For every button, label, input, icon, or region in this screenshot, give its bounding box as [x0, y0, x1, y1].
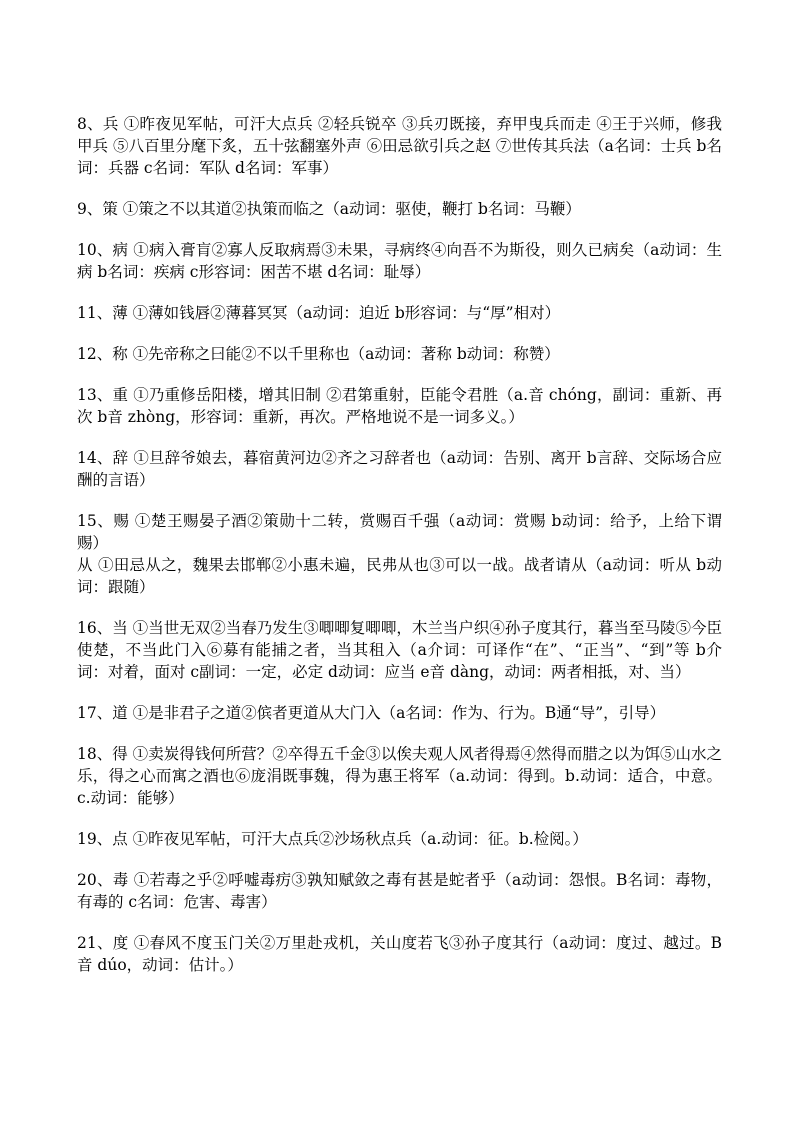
entry-text: 11、薄 ①薄如钱唇②薄暮冥冥（a动词：迫近 b形容词：与“厚”相对） — [77, 304, 561, 322]
entry-text: 8、兵 ①昨夜见军帖，可汗大点兵 ②轻兵锐卒 ③兵刃既接，弃甲曳兵而走 ④王于兴师，修我甲兵 ⑤八百里分麾下炙，五十弦翻塞外声 ⑥田忌欲引兵之赵 ⑦世传其兵法（a名词：士兵 b名词：兵器 c名词：军队 d名词：军事） — [77, 115, 722, 177]
entry-text: 18、得 ①卖炭得钱何所营？②卒得五千金③以俟夫观人风者得焉④然得而腊之以为饵⑤山水之乐，得之心而寓之酒也⑥庞涓既事魏，得为惠王将军（a.动词：得到。b.动词：适合，中意。c.动词：能够） — [77, 745, 722, 807]
entry-text: 16、当 ①当世无双②当春乃发生③唧唧复唧唧，木兰当户织④孙子度其行，暮当至马陵⑤今臣使楚，不当此门入⑥募有能捕之者，当其租入（a介词：可译作“在”、“正当”、“到”等 b介词：对着，面对 c副词：一定，必定 d动词：应当 e音 dàng，动词：两者相抵，对、当） — [77, 619, 722, 681]
document-page — [77, 113, 722, 995]
entry-12-cheng — [77, 343, 722, 365]
entry-14-ci — [77, 447, 722, 491]
entry-9-ce — [77, 198, 722, 220]
entry-text: 9、策 ①策之不以其道②执策而临之（a动词：驱使，鞭打 b名词：马鞭） — [77, 200, 581, 218]
entry-19-dian — [77, 828, 722, 850]
entry-text: 13、重 ①乃重修岳阳楼，增其旧制 ②君第重射，臣能令君胜（a.音 chóng，副词：重新、再次 b音 zhòng，形容词：重新，再次。严格地说不是一词多义。） — [77, 386, 722, 426]
entry-text: 15、赐 ①楚王赐晏子酒②策勋十二转，赏赐百千强（a动词：赏赐 b动词：给予，上给下谓赐） — [77, 512, 722, 552]
entry-text-cong: 从 ①田忌从之，魏果去邯郸②小惠未遍，民弗从也③可以一战。战者请从（a动词：听从 b动词：跟随） — [77, 556, 722, 596]
entry-18-de — [77, 743, 722, 809]
entry-13-zhong — [77, 384, 722, 428]
entry-text: 12、称 ①先帝称之曰能②不以千里称也（a动词：著称 b动词：称赞） — [77, 345, 560, 363]
entry-text: 20、毒 ①若毒之乎②呼嘘毒疠③孰知赋敛之毒有甚是蛇者乎（a动词：怨恨。B名词：毒物，有毒的 c名词：危害、毒害） — [77, 871, 722, 911]
entry-text: 14、辞 ①旦辞爷娘去，暮宿黄河边②齐之习辞者也（a动词：告别、离开 b言辞、交际场合应酬的言语） — [77, 449, 722, 489]
entry-text: 21、度 ①春风不度玉门关②万里赴戎机，关山度若飞③孙子度其行（a动词：度过、越过。B音 dúo，动词：估计。） — [77, 934, 722, 974]
entry-8-bing — [77, 113, 722, 179]
entry-text: 17、道 ①是非君子之道②傧者更道从大门入（a名词：作为、行为。B通“导”，引导） — [77, 704, 666, 722]
entry-text: 19、点 ①昨夜见军帖，可汗大点兵②沙场秋点兵（a.动词：征。b.检阅。） — [77, 830, 588, 848]
entry-20-du — [77, 869, 722, 913]
entry-15-ci — [77, 510, 722, 598]
entry-11-bo — [77, 302, 722, 324]
entry-17-dao — [77, 702, 722, 724]
entry-text: 10、病 ①病入膏肓②寡人反取病焉③未果，寻病终④向吾不为斯役，则久已病矣（a动词：生病 b名词：疾病 c形容词：困苦不堪 d名词：耻辱） — [77, 241, 722, 281]
entry-21-du — [77, 932, 722, 976]
entry-16-dang — [77, 617, 722, 683]
entry-10-bing — [77, 239, 722, 283]
